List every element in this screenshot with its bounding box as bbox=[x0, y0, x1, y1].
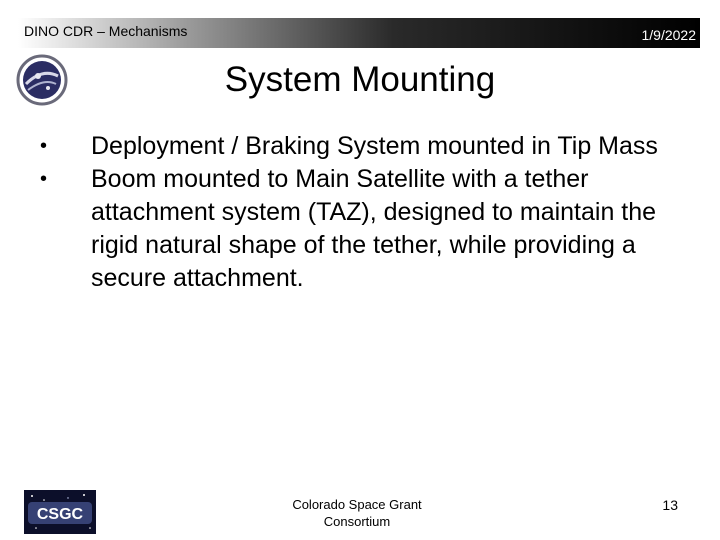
bullet-text: Deployment / Braking System mounted in Tip Mass bbox=[91, 132, 658, 160]
header-title: DINO CDR – Mechanisms bbox=[24, 23, 188, 39]
bullet-marker: • bbox=[40, 135, 48, 157]
header-date: 1/9/2022 bbox=[641, 27, 696, 43]
bullet-item bbox=[40, 163, 680, 295]
footer-line-2: Consortium bbox=[323, 514, 391, 529]
bullet-item bbox=[40, 130, 680, 163]
csgc-logo-text: CSGC bbox=[36, 506, 84, 523]
bullet-list bbox=[40, 130, 680, 295]
footer-line-1: Colorado Space Grant bbox=[292, 497, 422, 512]
bullet-text: Boom mounted to Main Satellite with a tether attachment system (TAZ), designed to maintain the rigid natural shape of the tether, while providing a secure attachment. bbox=[91, 165, 657, 292]
bullet-marker: • bbox=[40, 168, 48, 190]
slide-title: System Mounting bbox=[224, 60, 496, 99]
page-number: 13 bbox=[662, 497, 678, 513]
footer-organization bbox=[272, 496, 442, 530]
header-bar bbox=[18, 18, 700, 48]
csgc-logo-icon bbox=[24, 490, 96, 534]
